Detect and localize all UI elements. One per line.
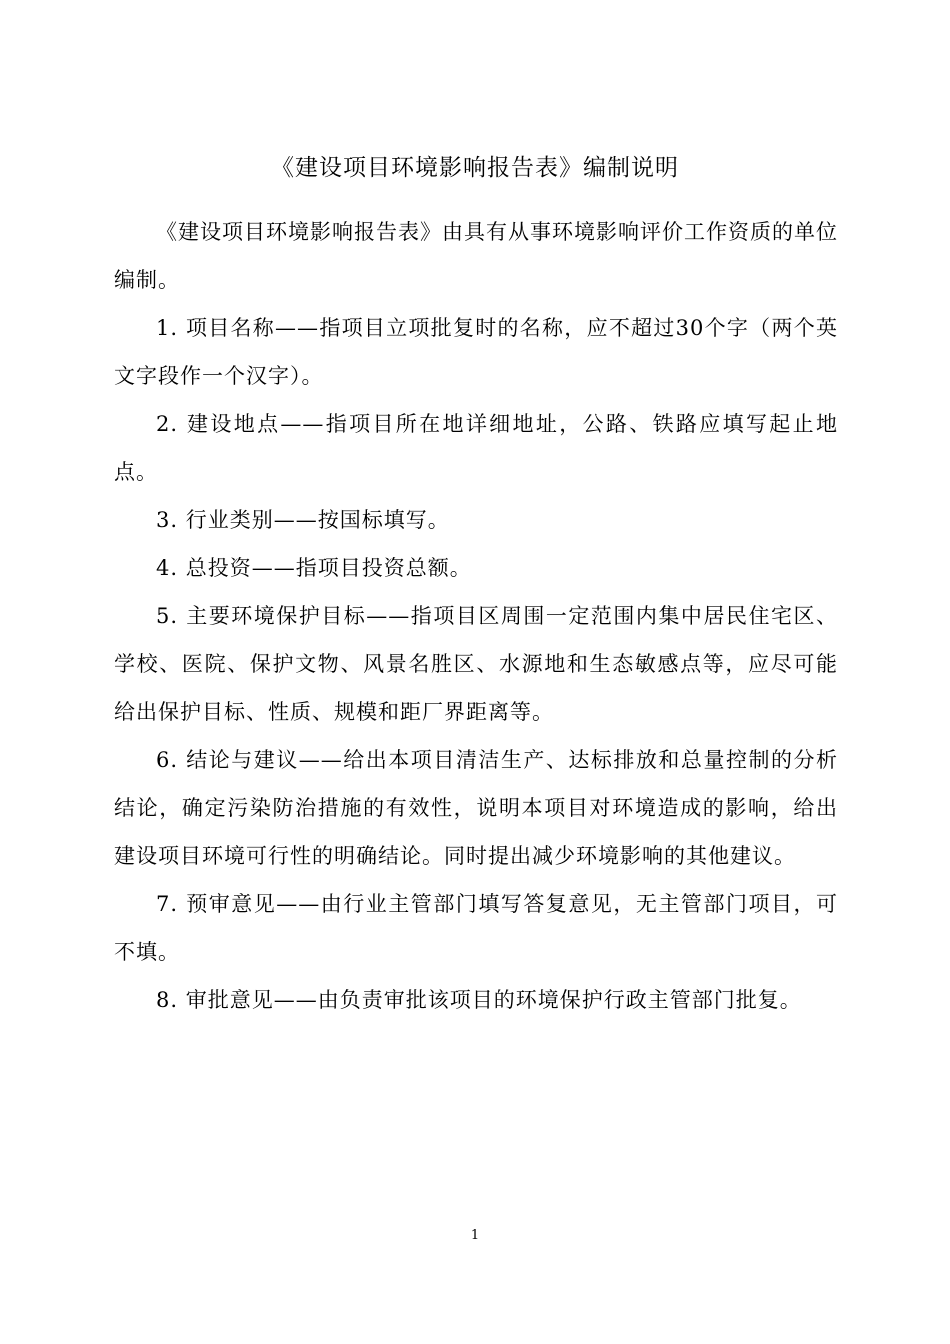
item-total-investment: 4. 总投资——指项目投资总额。 [156,556,472,580]
item-approval-opinion: 8. 审批意见——由负责审批该项目的环境保护行政主管部门批复。 [156,988,802,1012]
intro-paragraph: 《建设项目环境影响报告表》由具有从事环境影响评价工作资质的单位编制。 [114,220,838,292]
item-project-name: 1. 项目名称——指项目立项批复时的名称，应不超过30个字（两个英文字段作一个汉字）。 [114,316,838,388]
item-pre-review-opinion: 7. 预审意见——由行业主管部门填写答复意见，无主管部门项目，可不填。 [114,892,838,964]
item-protection-targets: 5. 主要环境保护目标——指项目区周围一定范围内集中居民住宅区、学校、医院、保护文物、风景名胜区、水源地和生态敏感点等，应尽可能给出保护目标、性质、规模和距厂界距离等。 [114,604,838,724]
item-industry-category: 3. 行业类别——按国标填写。 [156,508,450,532]
document-title: 《建设项目环境影响报告表》编制说明 [271,155,679,181]
document-body [114,208,838,1024]
page-number: 1 [470,1228,480,1243]
item-conclusions: 6. 结论与建议——给出本项目清洁生产、达标排放和总量控制的分析结论，确定污染防治措施的有效性，说明本项目对环境造成的影响，给出建设项目环境可行性的明确结论。同时提出减少环境影响的其他建议。 [114,748,838,868]
item-construction-site: 2. 建设地点——指项目所在地详细地址，公路、铁路应填写起止地点。 [114,412,838,484]
